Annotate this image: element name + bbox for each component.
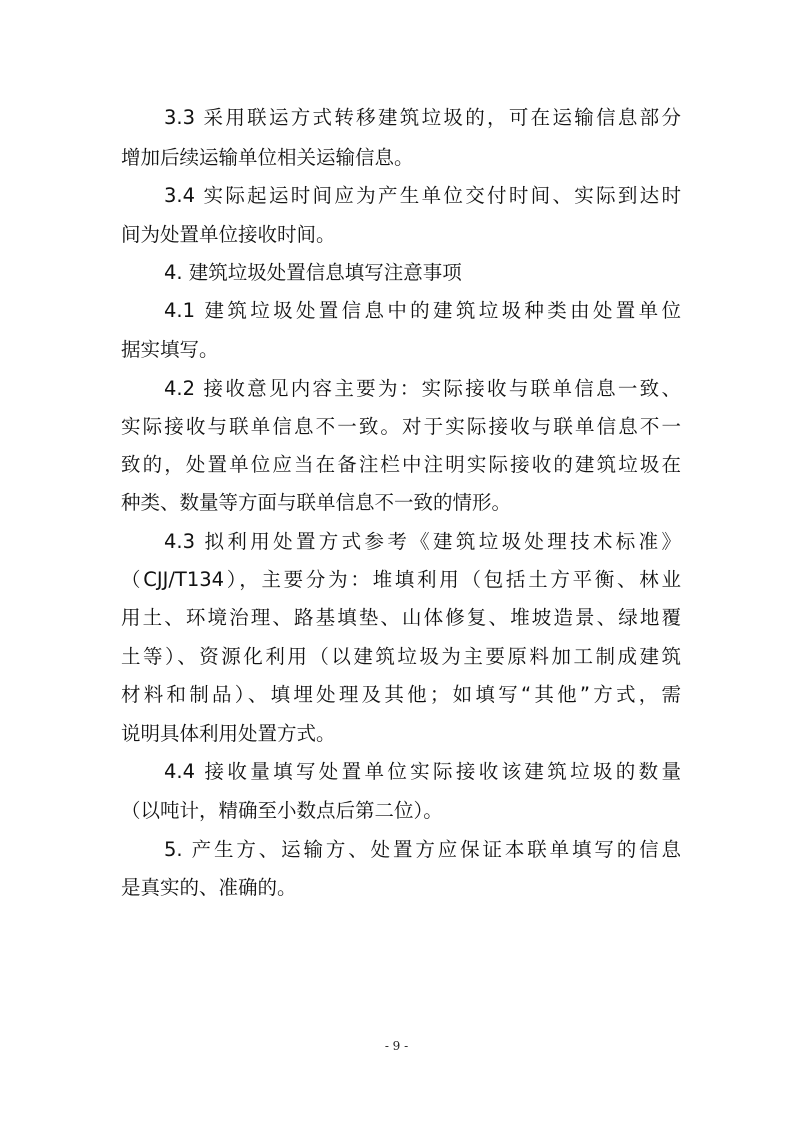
page-number: - 9 - xyxy=(384,1039,409,1053)
text-line: 致的，处置单位应当在备注栏中注明实际接收的建筑垃圾在 xyxy=(121,453,681,476)
text-line: 材料和制品）、填埋处理及其他；如填写“其他”方式，需 xyxy=(121,683,681,706)
text-line: 3.3 采用联运方式转移建筑垃圾的，可在运输信息部分 xyxy=(164,106,681,129)
text-line: （CJJ/T134），主要分为：堆填利用（包括土方平衡、林业 xyxy=(121,568,681,591)
text-line: 是真实的、准确的。 xyxy=(121,876,297,899)
text-line: 4.3 拟利用处置方式参考《建筑垃圾处理技术标准》 xyxy=(164,530,681,553)
text-line: 用土、环境治理、路基填垫、山体修复、堆坡造景、绿地覆 xyxy=(121,606,681,629)
text-line: 据实填写。 xyxy=(121,338,219,361)
text-line: 5. 产生方、运输方、处置方应保证本联单填写的信息 xyxy=(164,838,681,861)
text-line: 4.4 接收量填写处置单位实际接收该建筑垃圾的数量 xyxy=(164,760,681,783)
text-line: 说明具体利用处置方式。 xyxy=(121,722,336,745)
text-line: 4.2 接收意见内容主要为：实际接收与联单信息一致、 xyxy=(164,377,681,400)
text-line: 土等）、资源化利用（以建筑垃圾为主要原料加工制成建筑 xyxy=(121,645,681,668)
section-heading: 4. 建筑垃圾处置信息填写注意事项 xyxy=(164,261,462,284)
text-line: 增加后续运输单位相关运输信息。 xyxy=(121,146,414,169)
text-line: 3.4 实际起运时间应为产生单位交付时间、实际到达时 xyxy=(164,184,681,207)
text-line: 间为处置单位接收时间。 xyxy=(121,223,336,246)
text-line: 实际接收与联单信息不一致。对于实际接收与联单信息不一 xyxy=(121,415,681,438)
text-line: 种类、数量等方面与联单信息不一致的情形。 xyxy=(121,491,512,514)
text-line: （以吨计，精确至小数点后第二位）。 xyxy=(121,799,443,822)
text-line: 4.1 建筑垃圾处置信息中的建筑垃圾种类由处置单位 xyxy=(164,299,681,322)
